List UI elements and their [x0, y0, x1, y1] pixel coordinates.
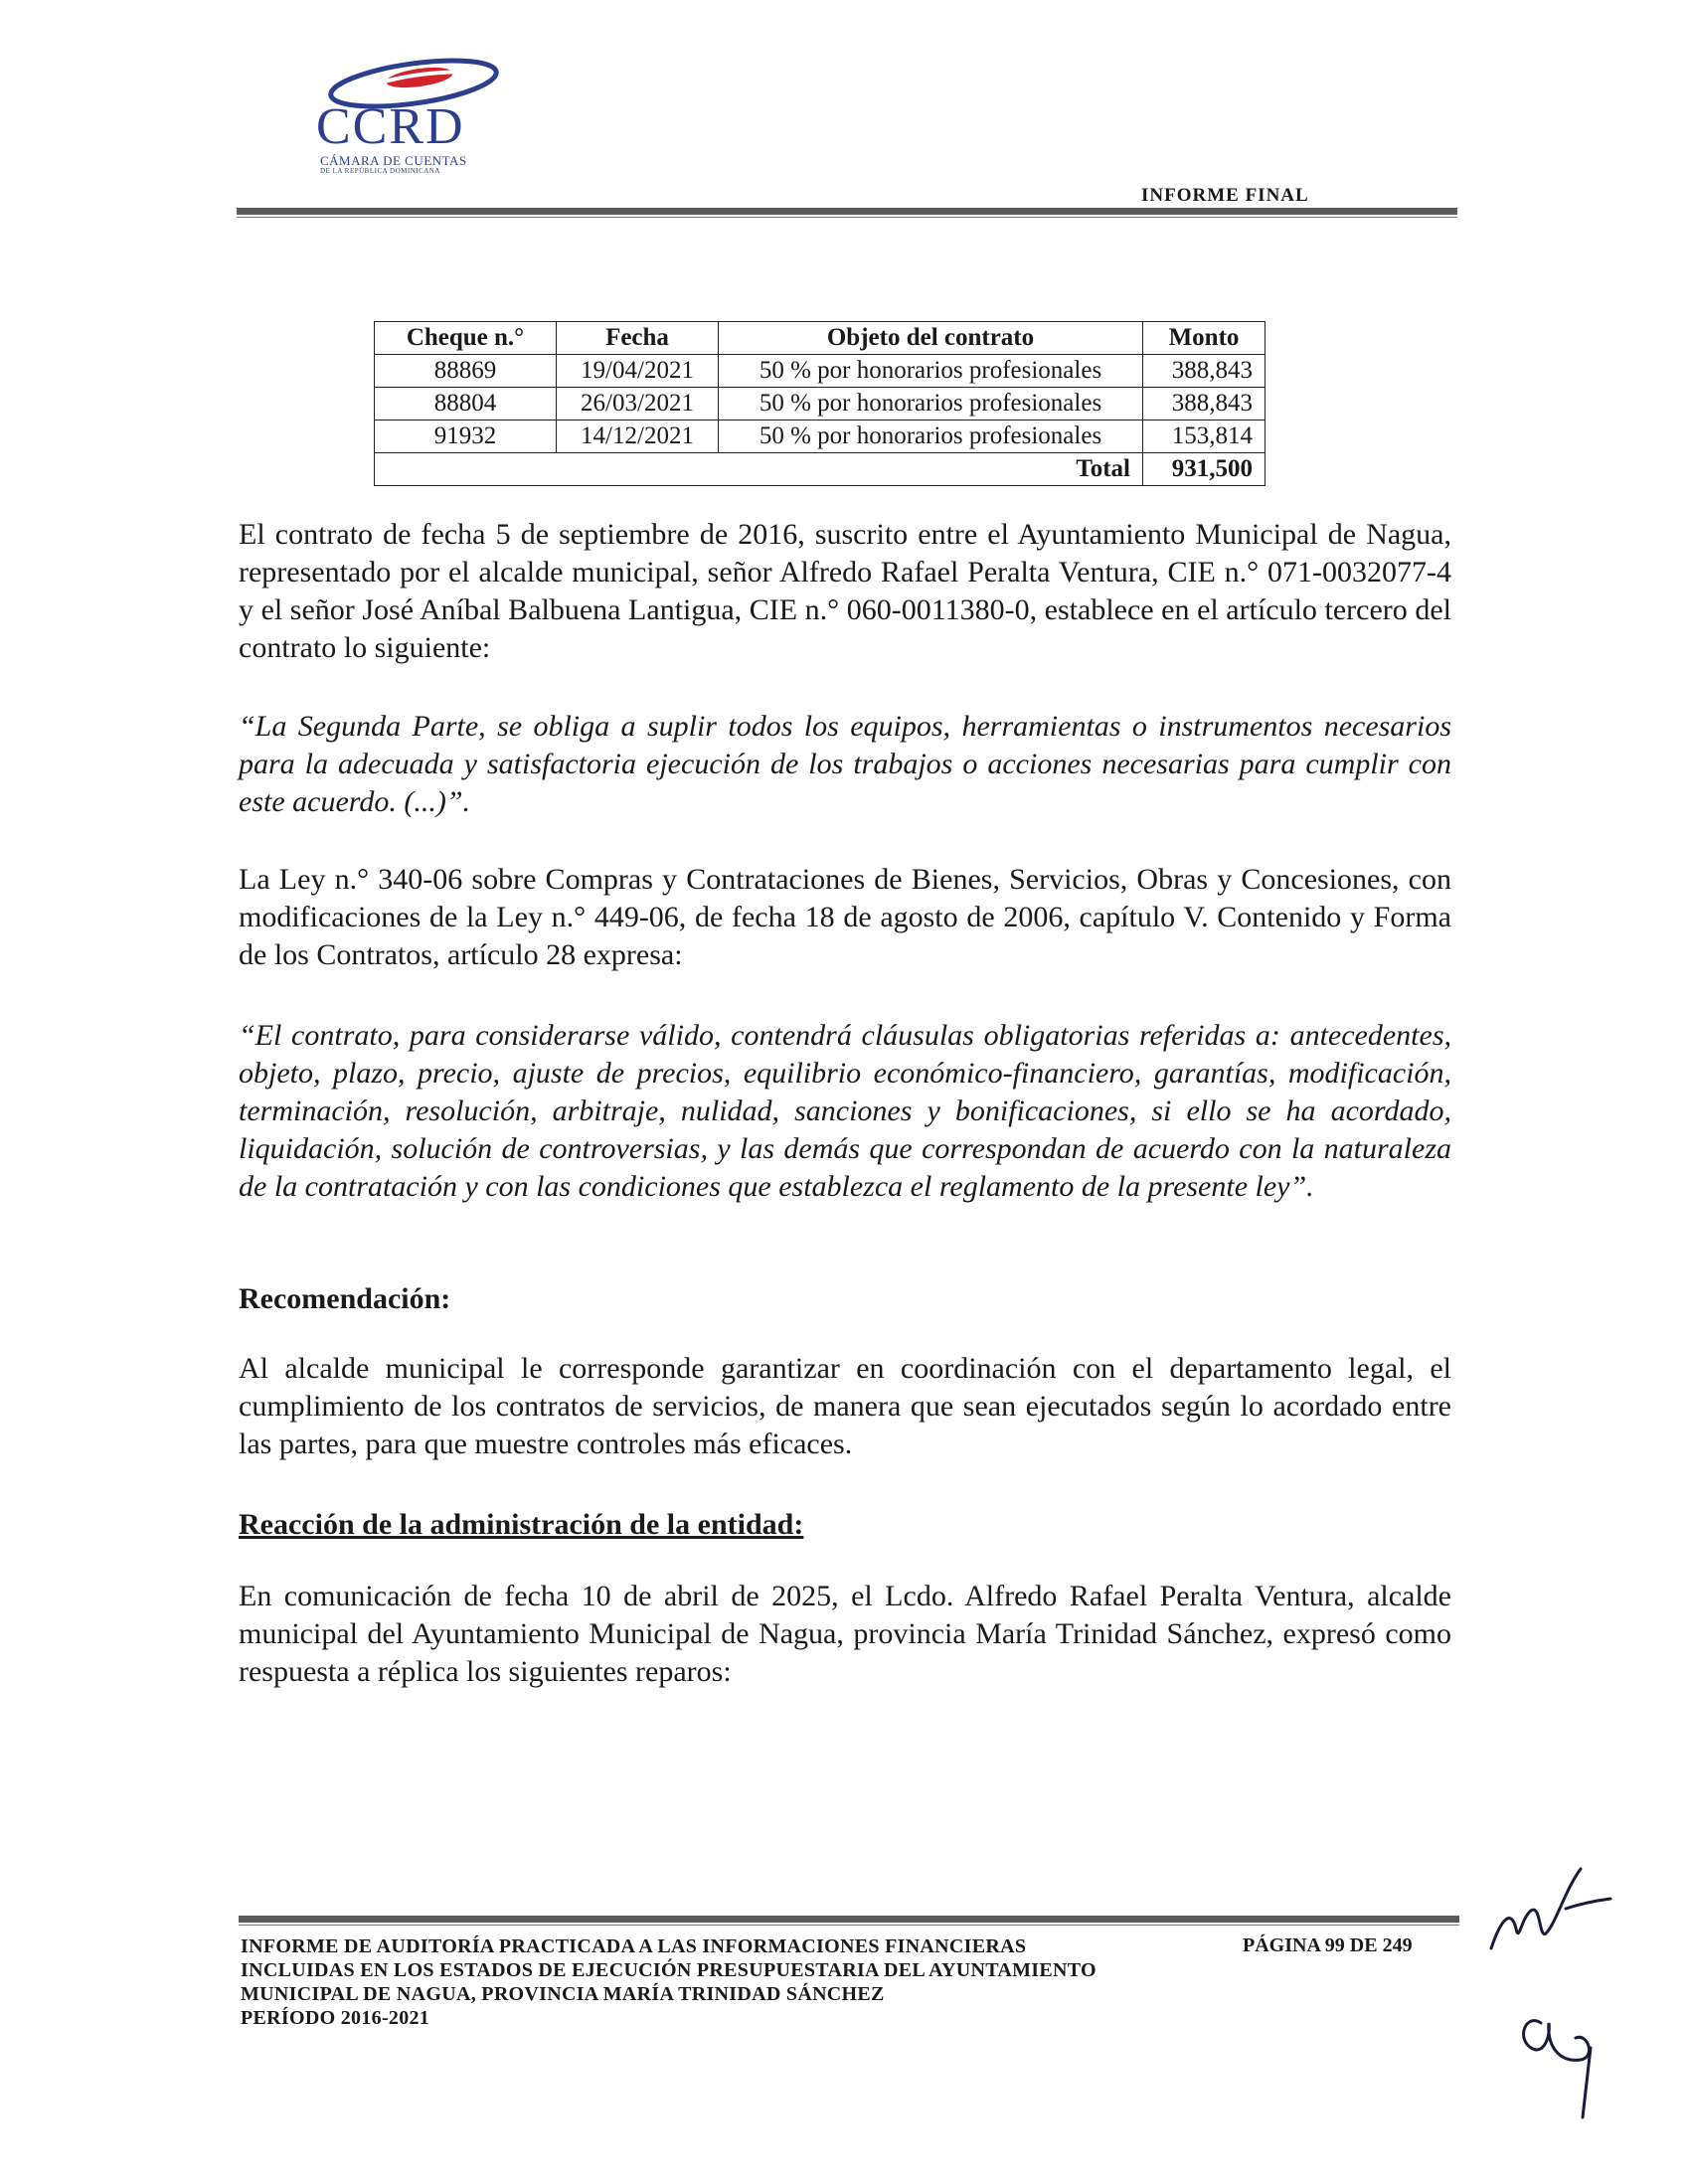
handwritten-initials-icon [1471, 1849, 1670, 2137]
amount-cell: 153,814 [1143, 420, 1266, 453]
column-header: Fecha [557, 322, 719, 355]
table-row [375, 355, 1266, 388]
ccrd-logo [316, 56, 547, 175]
cheque-number-cell: 88804 [375, 388, 557, 420]
paragraph-contract: El contrato de fecha 5 de septiembre de 2016, suscrito entre el Ayuntamiento Municipal de Nagua, representado por el alcalde municipal, señor Alfredo Rafael Peralta Ventura, CIE n.° 071-0032077-4 y el señor José Aníbal Balbuena Lantigua, CIE n.° 060-0011380-0, establece en el artículo tercero del contrato lo siguiente: [239, 518, 1451, 664]
paragraph-law: La Ley n.° 340-06 sobre Compras y Contrataciones de Bienes, Servicios, Obras y Concesiones, con modificaciones de la Ley n.° 449-06, de fecha 18 de agosto de 2006, capítulo V. Contenido y Forma de los Contratos, artículo 28 expresa: [239, 863, 1451, 971]
table-header-row [375, 322, 1266, 355]
quote-contract-article: “La Segunda Parte, se obliga a suplir todos los equipos, herramientas o instrumentos necesarios para la adecuada y satisfactoria ejecución de los trabajos o acciones necesarias para cumplir con este acuerdo. (...)”. [239, 710, 1451, 818]
administration-reaction-heading: Reacción de la administración de la entidad: [239, 1508, 804, 1541]
cheque-number-cell: 91932 [375, 420, 557, 453]
contract-object-cell: 50 % por honorarios profesionales [719, 388, 1143, 420]
paragraph-reaction: En comunicación de fecha 10 de abril de 2025, el Lcdo. Alfredo Rafael Peralta Ventura, alcalde municipal del Ayuntamiento Municipal de Nagua, provincia María Trinidad Sánchez, expresó como respuesta a réplica los siguientes reparos: [239, 1580, 1451, 1688]
amount-cell: 388,843 [1143, 388, 1266, 420]
column-header: Objeto del contrato [719, 322, 1143, 355]
table-row [375, 388, 1266, 420]
total-label: Total [375, 453, 1143, 486]
logo-text: CCRD [316, 98, 465, 155]
footer-line: MUNICIPAL DE NAGUA, PROVINCIA MARÍA TRINIDAD SÁNCHEZ [241, 1983, 885, 2005]
footer-line: PERÍODO 2016-2021 [241, 2007, 430, 2029]
quote-law-article: “El contrato, para considerarse válido, contendrá cláusulas obligatorias referidas a: antecedentes, objeto, plazo, precio, ajuste de precios, equilibrio económico-financiero, garantías, modificación, terminación, resolución, arbitraje, nulidad, sanciones y bonificaciones, si ello se ha acordado, liquidación, solución de controversias, y las demás que correspondan de acuerdo con la naturaleza de la contratación y con las condiciones que establezca el reglamento de la presente ley”. [239, 1019, 1451, 1203]
page-number: PÁGINA 99 DE 249 [1243, 1934, 1413, 1956]
contract-object-cell: 50 % por honorarios profesionales [719, 355, 1143, 388]
paragraph-recommendation: Al alcalde municipal le corresponde garantizar en coordinación con el departamento legal, el cumplimiento de los contratos de servicios, de manera que sean ejecutados según lo acordado entre las partes, para que muestre controles más eficaces. [239, 1352, 1451, 1460]
table-row [375, 420, 1266, 453]
footer-report-title [241, 1934, 1195, 2030]
footer-line: INCLUIDAS EN LOS ESTADOS DE EJECUCIÓN PRESUPUESTARIA DEL AYUNTAMIENTO [241, 1959, 1097, 1981]
header-divider-thin [237, 217, 1457, 218]
footer-divider [239, 1916, 1459, 1923]
column-header: Cheque n.° [375, 322, 557, 355]
column-header: Monto [1143, 322, 1266, 355]
total-value: 931,500 [1143, 453, 1266, 486]
recommendation-heading: Recomendación: [239, 1282, 451, 1315]
date-cell: 19/04/2021 [557, 355, 719, 388]
contract-object-cell: 50 % por honorarios profesionales [719, 420, 1143, 453]
date-cell: 26/03/2021 [557, 388, 719, 420]
footer-divider-thin [239, 1925, 1459, 1926]
date-cell: 14/12/2021 [557, 420, 719, 453]
cheque-number-cell: 88869 [375, 355, 557, 388]
logo-subtitle: CÁMARA DE CUENTAS [320, 153, 467, 168]
cheque-table [374, 321, 1266, 486]
header-divider [237, 208, 1457, 215]
amount-cell: 388,843 [1143, 355, 1266, 388]
logo-subtitle-small: DE LA REPÚBLICA DOMINICANA [320, 167, 440, 175]
page-header-title: INFORME FINAL [1141, 185, 1309, 206]
table-total-row [375, 453, 1266, 486]
footer-line: INFORME DE AUDITORÍA PRACTICADA A LAS INFORMACIONES FINANCIERAS [241, 1935, 1027, 1957]
